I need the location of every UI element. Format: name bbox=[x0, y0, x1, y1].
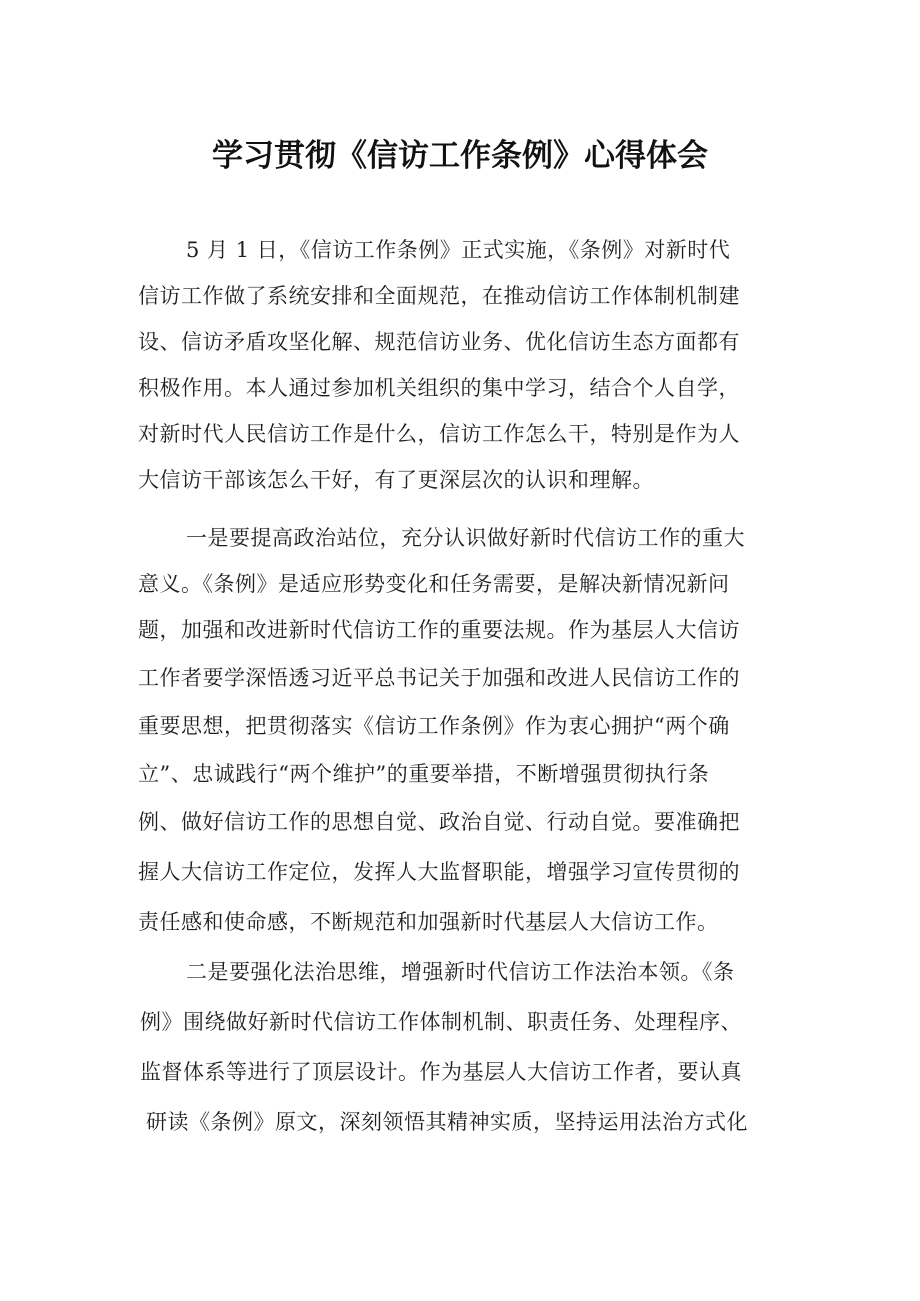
paragraph-2-line-7: 例、做好信访工作的思想自觉、政治自觉、行动自觉。要准确把 bbox=[138, 810, 740, 834]
paragraph-2-line-9: 责任感和使命感，不断规范和加强新时代基层人大信访工作。 bbox=[138, 910, 719, 934]
paragraph-3-line-1: 二是要强化法治思维，增强新时代信访工作法治本领。《条 bbox=[186, 960, 735, 984]
paragraph-3-line-3: 监督体系等进行了顶层设计。作为基层人大信访工作者，要认真 bbox=[140, 1060, 742, 1084]
paragraph-1-line-3: 设、信访矛盾攻坚化解、规范信访业务、优化信访生态方面都有 bbox=[138, 330, 740, 354]
paragraph-2-line-2: 意义。《条例》是适应形势变化和任务需要，是解决新情况新问 bbox=[138, 572, 730, 596]
paragraph-2-line-3: 题，加强和改进新时代信访工作的重要法规。作为基层人大信访 bbox=[138, 618, 740, 642]
paragraph-2-line-4: 工作者要学深悟透习近平总书记关于加强和改进人民信访工作的 bbox=[138, 666, 740, 690]
paragraph-1-line-6: 大信访干部该怎么干好，有了更深层次的认识和理解。 bbox=[138, 468, 654, 492]
paragraph-2-line-8: 握人大信访工作定位，发挥人大监督职能，增强学习宣传贯彻的 bbox=[138, 860, 740, 884]
paragraph-3-line-4: 研读《条例》原文，深刻领悟其精神实质，坚持运用法治方式化 bbox=[146, 1110, 748, 1134]
paragraph-1-line-1: 5 月 1 日，《信访工作条例》正式实施，《条例》对新时代 bbox=[186, 238, 731, 262]
document-title: 学习贯彻《信访工作条例》心得体会 bbox=[212, 138, 708, 174]
paragraph-1-line-2: 信访工作做了系统安排和全面规范，在推动信访工作体制机制建 bbox=[138, 284, 740, 308]
paragraph-2-line-5: 重要思想，把贯彻落实《信访工作条例》作为衷心拥护“两个确 bbox=[138, 714, 730, 738]
paragraph-2-line-1: 一是要提高政治站位，充分认识做好新时代信访工作的重大 bbox=[186, 526, 745, 550]
paragraph-1-line-5: 对新时代人民信访工作是什么，信访工作怎么干，特别是作为人 bbox=[138, 422, 740, 446]
paragraph-3-line-2: 例》围绕做好新时代信访工作体制机制、职责任务、处理程序、 bbox=[140, 1010, 742, 1034]
paragraph-1-line-4: 积极作用。本人通过参加机关组织的集中学习，结合个人自学， bbox=[138, 376, 740, 400]
paragraph-2-line-6: 立”、忠诚践行“两个维护”的重要举措，不断增强贯彻执行条 bbox=[138, 762, 710, 786]
